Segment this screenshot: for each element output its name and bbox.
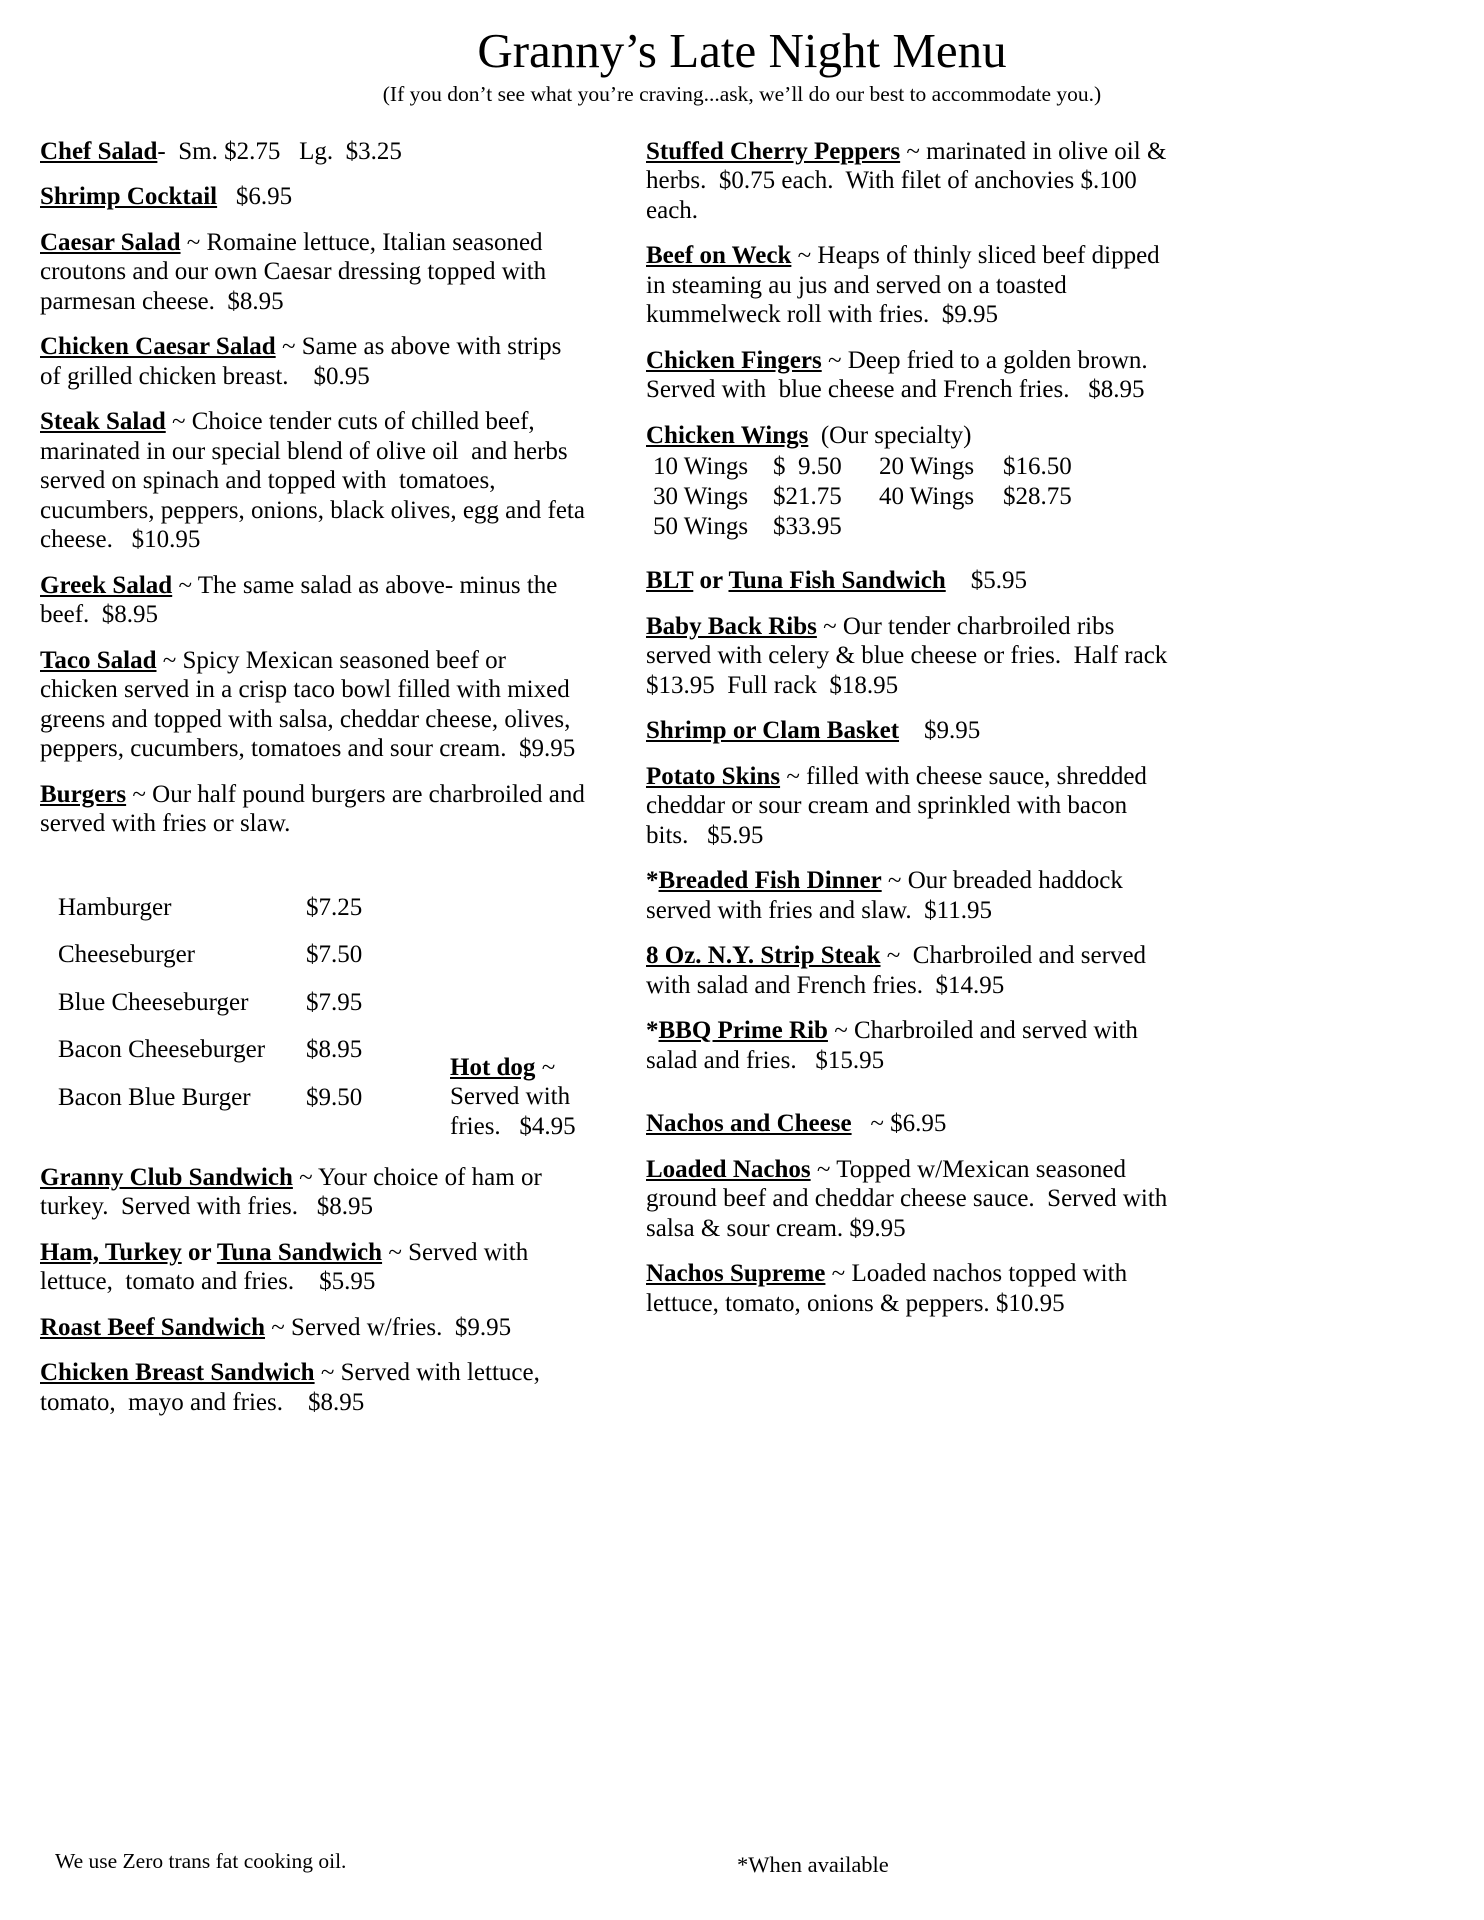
- breaded-fish-dinner: [646, 866, 1170, 925]
- menu-item-text: ~ filled with cheese sauce, shredded cheddar or sour cream and sprinkled with bacon bits. $5.95: [646, 762, 1154, 849]
- wings-price-cell: 10 Wings: [653, 453, 749, 481]
- menu-item-text: ~ Our tender charbroiled ribs served with celery & blue cheese or fries. Half rack $13.95 Full rack $18.95: [646, 612, 1180, 699]
- burger-row: [58, 988, 588, 1018]
- menu-item-text: ~ Deep fried to a golden brown. Served with blue cheese and French fries. $8.95: [646, 346, 1161, 404]
- menu-item-name: Nachos and Cheese: [646, 1110, 852, 1138]
- wings-price-cell: 20 Wings: [879, 453, 975, 481]
- menu-item-name: Tuna Sandwich: [216, 1238, 383, 1266]
- chicken-caesar-salad: [40, 332, 588, 391]
- burger-price: $7.25: [306, 893, 363, 921]
- menu-item-text: ~ Charbroiled and served with salad and fries. $15.95: [646, 1017, 1145, 1074]
- burger-name: Bacon Cheeseburger: [58, 1036, 266, 1064]
- menu-item-name: BLT: [646, 567, 694, 595]
- potato-skins: [646, 762, 1170, 851]
- burger-name: Hamburger: [58, 893, 172, 921]
- menu-item-text: or: [693, 567, 729, 595]
- menu-item-name: Chicken Caesar Salad: [40, 333, 276, 361]
- page-title: Granny’s Late Night Menu: [477, 23, 1007, 78]
- blt-or-tuna-fish-sandwich: [646, 566, 1170, 596]
- menu-item-text: ~ Heaps of thinly sliced beef dipped in steaming au jus and served on a toasted kummelweck roll with fries. $9.95: [646, 242, 1166, 329]
- menu-item-text: ~ Served with lettuce, tomato and fries. $5.95: [40, 1238, 535, 1296]
- menu-item-name: Stuffed Cherry Peppers: [646, 137, 901, 165]
- menu-header: [40, 24, 1444, 107]
- chicken-fingers: [646, 346, 1170, 405]
- menu-item-name: Taco Salad: [40, 646, 157, 674]
- burger-price: $7.95: [306, 988, 363, 1016]
- menu-item-text: ~ $6.95: [851, 1110, 947, 1138]
- menu-item-name: Hot dog: [450, 1053, 536, 1081]
- wings-price-cell: $28.75: [1003, 483, 1072, 511]
- menu-item-text: ~ Your choice of ham or turkey. Served with fries. $8.95: [40, 1163, 549, 1221]
- menu-item-name: Chef Salad: [40, 137, 158, 165]
- burger-name: Blue Cheeseburger: [58, 988, 249, 1016]
- menu-item-text: ~ Served w/fries. $9.95: [265, 1313, 512, 1341]
- burgers: [40, 780, 592, 839]
- menu-item-name: Shrimp or Clam Basket: [646, 717, 900, 745]
- footer-note-oil: We use Zero trans fat cooking oil.: [55, 1849, 347, 1873]
- shrimp-cocktail: [40, 182, 588, 212]
- menu-item-name: Greek Salad: [40, 571, 173, 599]
- wings-price-table: [646, 452, 1170, 542]
- baby-back-ribs: [646, 612, 1180, 701]
- menu-item-text: $5.95: [945, 567, 1027, 595]
- burger-price: $9.50: [306, 1083, 363, 1111]
- burger-price: $8.95: [306, 1036, 363, 1064]
- wings-price-cell: $16.50: [1003, 453, 1072, 481]
- wings-price-cell: $ 9.50: [773, 453, 842, 481]
- burger-name: Cheeseburger: [58, 941, 195, 969]
- menu-item-text: ~ Same as above with strips of grilled chicken breast. $0.95: [40, 333, 568, 390]
- menu-item-name: Chicken Wings: [646, 421, 809, 449]
- granny-club-sandwich: [40, 1163, 588, 1222]
- menu-item-text: $9.95: [899, 717, 981, 745]
- wings-price-cell: $33.95: [773, 513, 842, 541]
- beef-on-weck: [646, 241, 1170, 330]
- menu-item-text: ~ Charbroiled and served with salad and French fries. $14.95: [646, 942, 1153, 999]
- menu-item-name: BBQ Prime Rib: [658, 1017, 828, 1045]
- wings-price-cell: [879, 512, 1003, 542]
- menu-item-name: Roast Beef Sandwich: [40, 1313, 266, 1341]
- greek-salad: [40, 571, 588, 630]
- menu-item-name: Chicken Fingers: [646, 346, 822, 374]
- burger-price-list: [40, 893, 588, 1140]
- nachos-and-cheese: [646, 1109, 1170, 1139]
- menu-item-text: $6.95: [217, 183, 293, 211]
- menu-item-name: Tuna Fish Sandwich: [728, 567, 946, 595]
- right-column: [646, 137, 1180, 1434]
- footer-note-when-available: *When available: [737, 1852, 889, 1877]
- stuffed-cherry-peppers: [646, 137, 1173, 226]
- menu-item-text: *: [646, 867, 659, 895]
- loaded-nachos: [646, 1155, 1174, 1244]
- burger-name: Bacon Blue Burger: [58, 1083, 251, 1111]
- taco-salad: [40, 646, 588, 764]
- chicken-wings: [646, 421, 1170, 543]
- menu-item-name: Caesar Salad: [40, 228, 181, 256]
- menu-item-text: or: [181, 1238, 217, 1266]
- menu-item-text: ~ Served with lettuce, tomato, mayo and fries. $8.95: [40, 1359, 547, 1416]
- menu-item-text: ~ Loaded nachos topped with lettuce, tomato, onions & peppers. $10.95: [646, 1260, 1134, 1317]
- menu-item-name: Potato Skins: [646, 762, 781, 790]
- menu-item-text: ~ Served with fries. $4.95: [450, 1053, 577, 1140]
- burger-row: [58, 893, 588, 923]
- wings-price-cell: 30 Wings: [653, 483, 749, 511]
- menu-item-name: 8 Oz. N.Y. Strip Steak: [646, 942, 881, 970]
- menu-item-name: Beef on Weck: [646, 242, 792, 270]
- wings-price-cell: $21.75: [773, 483, 842, 511]
- wings-price-cell: 50 Wings: [653, 513, 749, 541]
- menu-item-text: ~ marinated in olive oil & herbs. $0.75 each. With filet of anchovies $.100 each.: [646, 137, 1173, 224]
- ny-strip-steak: [646, 941, 1170, 1000]
- menu-item-name: Baby Back Ribs: [646, 612, 817, 640]
- wings-price-cell: 40 Wings: [879, 483, 975, 511]
- menu-item-text: ~ Choice tender cuts of chilled beef, marinated in our special blend of olive oil and herbs served on spinach and topped with tomatoes, cucumbers, peppers, onions, black olives, egg and feta cheese. $10.95: [40, 408, 592, 554]
- menu-item-name: Nachos Supreme: [646, 1260, 826, 1288]
- menu-item-text: (Our specialty): [808, 421, 972, 449]
- menu-item-text: ~ Our breaded haddock served with fries and slaw. $11.95: [646, 867, 1130, 924]
- roast-beef-sandwich: [40, 1313, 588, 1343]
- caesar-salad: [40, 228, 588, 317]
- left-column: [40, 137, 592, 1434]
- hot-dog-item: [450, 1053, 610, 1142]
- menu-item-name: Shrimp Cocktail: [40, 183, 218, 211]
- steak-salad: [40, 407, 592, 555]
- burger-row: [58, 940, 588, 970]
- chef-salad: [40, 137, 588, 167]
- menu-item-name: Granny Club Sandwich: [40, 1163, 293, 1191]
- menu-item-name: Burgers: [40, 780, 127, 808]
- shrimp-or-clam-basket: [646, 716, 1170, 746]
- menu-item-text: ~ Romaine lettuce, Italian seasoned croutons and our own Caesar dressing topped with parmesan cheese. $8.95: [40, 228, 553, 315]
- ham-turkey-tuna-sandwich: [40, 1238, 588, 1297]
- nachos-supreme: [646, 1259, 1170, 1318]
- page-subtitle: (If you don’t see what you’re craving...ask, we’ll do our best to accommodate you.): [382, 81, 1102, 106]
- menu-item-text: ~ Topped w/Mexican seasoned ground beef and cheddar cheese sauce. Served with salsa & sour cream. $9.95: [646, 1155, 1174, 1242]
- menu-item-text: ~ The same salad as above- minus the beef. $8.95: [40, 571, 564, 629]
- menu-item-name: Steak Salad: [40, 408, 166, 436]
- bbq-prime-rib: [646, 1016, 1170, 1075]
- chicken-breast-sandwich: [40, 1358, 588, 1417]
- menu-columns: [40, 137, 1444, 1434]
- burger-price: $7.50: [306, 941, 363, 969]
- menu-item-text: *: [646, 1017, 659, 1045]
- menu-item-text: ~ Spicy Mexican seasoned beef or chicken served in a crisp taco bowl filled with mixed greens and topped with salsa, cheddar cheese, olives, peppers, cucumbers, tomatoes and sour cream. $9.95: [40, 646, 577, 763]
- menu-item-name: Breaded Fish Dinner: [658, 867, 882, 895]
- menu-item-name: Loaded Nachos: [646, 1155, 811, 1183]
- menu-item-name: Ham, Turkey: [40, 1238, 182, 1266]
- menu-item-text: - Sm. $2.75 Lg. $3.25: [157, 137, 402, 165]
- wings-price-cell: [1003, 512, 1170, 542]
- menu-item-name: Chicken Breast Sandwich: [40, 1359, 315, 1387]
- menu-item-text: ~ Our half pound burgers are charbroiled and served with fries or slaw.: [40, 780, 592, 838]
